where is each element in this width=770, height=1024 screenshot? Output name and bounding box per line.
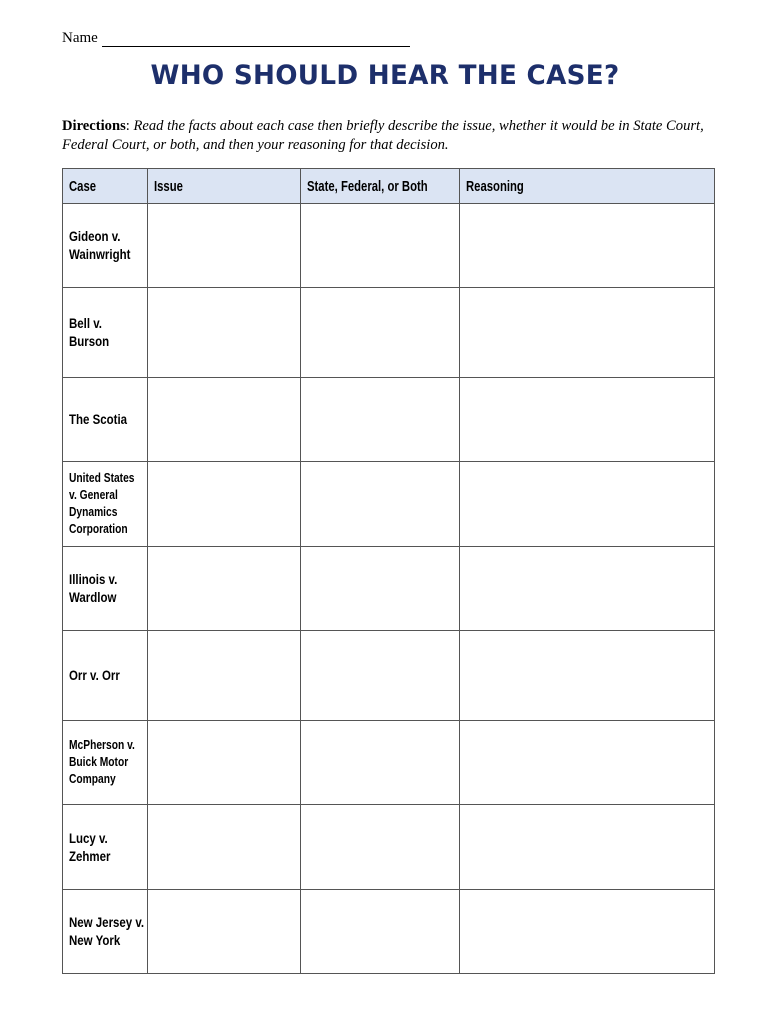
case-cell: [63, 805, 148, 890]
case-name: Bell v. Burson: [69, 315, 110, 349]
table-header-row: [63, 169, 715, 204]
case-name: McPherson v. Buick Motor Company: [69, 738, 135, 786]
issue-cell[interactable]: [148, 547, 301, 631]
reasoning-cell[interactable]: [460, 631, 715, 721]
issue-cell[interactable]: [148, 805, 301, 890]
directions: [62, 117, 707, 155]
table-row: [63, 204, 715, 288]
court-cell[interactable]: [301, 631, 460, 721]
case-cell: [63, 547, 148, 631]
issue-cell[interactable]: [148, 204, 301, 288]
court-cell[interactable]: [301, 547, 460, 631]
issue-cell[interactable]: [148, 890, 301, 974]
case-cell: [63, 288, 148, 378]
case-name: Lucy v. Zehmer: [69, 829, 111, 864]
court-cell[interactable]: [301, 378, 460, 462]
court-cell[interactable]: [301, 805, 460, 890]
name-label: Name: [62, 30, 98, 46]
name-field: [62, 30, 410, 47]
reasoning-cell[interactable]: [460, 462, 715, 547]
column-header-case: Case: [63, 169, 148, 204]
directions-colon: :: [125, 118, 134, 134]
court-cell[interactable]: [301, 721, 460, 805]
issue-cell[interactable]: [148, 631, 301, 721]
court-cell[interactable]: [301, 204, 460, 288]
issue-cell[interactable]: [148, 721, 301, 805]
directions-lead: Directions: [62, 118, 126, 134]
case-cell: [63, 204, 148, 288]
table-row: [63, 890, 715, 974]
table-row: [63, 805, 715, 890]
case-cell: [63, 890, 148, 974]
column-header-reasoning: Reasoning: [460, 169, 715, 204]
case-name: Illinois v. Wardlow: [69, 571, 118, 605]
worksheet-title: WHO SHOULD HEAR THE CASE?: [150, 60, 620, 91]
name-blank-line[interactable]: [102, 32, 410, 47]
case-name: Gideon v. Wainwright: [69, 228, 131, 262]
case-cell: [63, 378, 148, 462]
table-row: [63, 721, 715, 805]
reasoning-cell[interactable]: [460, 378, 715, 462]
cases-table: [62, 168, 715, 974]
directions-body: Read the facts about each case then briefly describe the issue, whether it would be in State Court, Federal Court, or both, and then your reasoning for that decision.: [62, 118, 704, 153]
issue-cell[interactable]: [148, 288, 301, 378]
reasoning-cell[interactable]: [460, 547, 715, 631]
case-name: The Scotia: [69, 411, 128, 427]
table-row: [63, 462, 715, 547]
case-name: United States v. General Dynamics Corporation: [69, 471, 135, 536]
table-row: [63, 378, 715, 462]
table-row: [63, 547, 715, 631]
table-row: [63, 631, 715, 721]
case-cell: [63, 462, 148, 547]
issue-cell[interactable]: [148, 462, 301, 547]
reasoning-cell[interactable]: [460, 204, 715, 288]
reasoning-cell[interactable]: [460, 890, 715, 974]
reasoning-cell[interactable]: [460, 805, 715, 890]
issue-cell[interactable]: [148, 378, 301, 462]
court-cell[interactable]: [301, 890, 460, 974]
court-cell[interactable]: [301, 462, 460, 547]
court-cell[interactable]: [301, 288, 460, 378]
case-cell: [63, 631, 148, 721]
case-name: Orr v. Orr: [69, 667, 120, 683]
table-row: [63, 288, 715, 378]
case-cell: [63, 721, 148, 805]
column-header-issue: Issue: [148, 169, 301, 204]
case-name: New Jersey v. New York: [69, 914, 145, 948]
column-header-court: State, Federal, or Both: [301, 169, 460, 204]
reasoning-cell[interactable]: [460, 721, 715, 805]
reasoning-cell[interactable]: [460, 288, 715, 378]
